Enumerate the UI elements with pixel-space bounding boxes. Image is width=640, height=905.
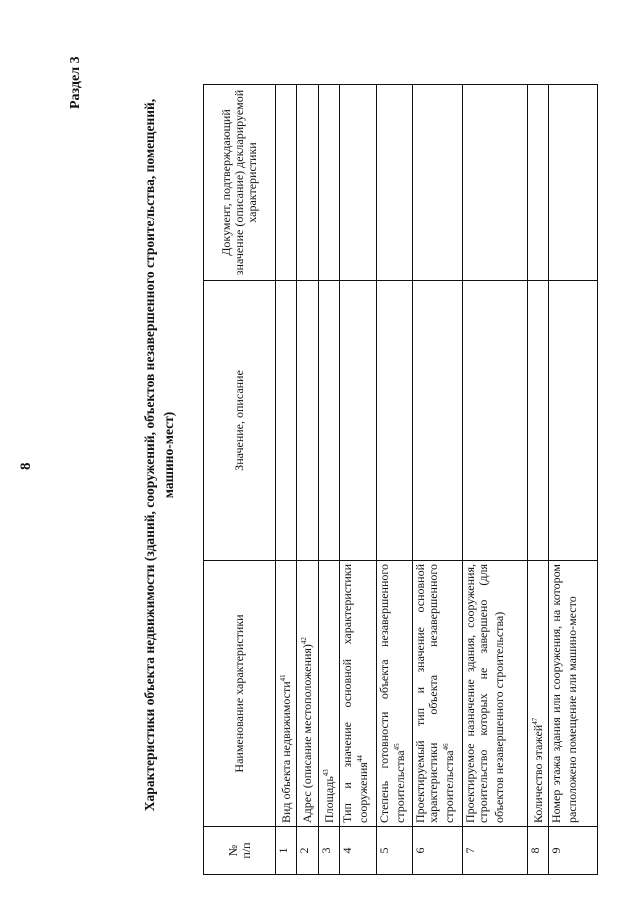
characteristic-text: Площадь — [321, 776, 336, 823]
characteristic-text: Проектируемый тип и значение основной характеристики объекта незавершенного строительства — [412, 564, 456, 823]
row-document-cell[interactable] — [318, 85, 339, 281]
header-num-line-2: п/п — [238, 842, 253, 859]
row-number: 8 — [527, 827, 548, 875]
row-document-cell[interactable] — [463, 85, 527, 281]
row-value-cell[interactable] — [527, 281, 548, 561]
header-document: Документ, подтверждающий значение (описание) декларируемой характеристики — [204, 85, 276, 281]
row-characteristic-name — [549, 561, 598, 827]
page-number: 8 — [18, 462, 34, 470]
row-document-cell[interactable] — [549, 85, 598, 281]
title-line-1: Характеристики объекта недвижимости (зданий, сооружений, объектов незавершенного строительства, помещений, — [142, 98, 157, 812]
row-characteristic-name — [412, 561, 463, 827]
characteristic-text: Количество этажей — [530, 724, 545, 823]
row-number: 2 — [297, 827, 318, 875]
row-number: 3 — [318, 827, 339, 875]
table-body — [276, 85, 598, 875]
footnote-marker: 45 — [392, 743, 401, 751]
table-row — [276, 85, 297, 875]
table-row — [412, 85, 463, 875]
row-document-cell[interactable] — [412, 85, 463, 281]
row-document-cell[interactable] — [376, 85, 412, 281]
header-num — [204, 827, 276, 875]
row-characteristic-name — [340, 561, 376, 827]
row-value-cell[interactable] — [549, 281, 598, 561]
table-row — [549, 85, 598, 875]
table-row — [376, 85, 412, 875]
table-header-row — [204, 85, 276, 875]
table-row — [463, 85, 527, 875]
footnote-marker: 42 — [300, 637, 309, 645]
row-number: 6 — [412, 827, 463, 875]
row-characteristic-name — [527, 561, 548, 827]
table-row — [297, 85, 318, 875]
title-line-2: машино-мест) — [161, 411, 176, 499]
characteristic-text: Номер этажа здания или сооружения, на котором расположено помещение или машино-место — [549, 564, 580, 823]
row-number: 4 — [340, 827, 376, 875]
characteristics-table — [203, 84, 598, 875]
row-characteristic-name — [318, 561, 339, 827]
row-number: 1 — [276, 827, 297, 875]
header-name: Наименование характеристики — [204, 561, 276, 827]
table-row — [340, 85, 376, 875]
row-number: 5 — [376, 827, 412, 875]
row-number: 9 — [549, 827, 598, 875]
row-document-cell[interactable] — [276, 85, 297, 281]
row-characteristic-name — [276, 561, 297, 827]
characteristic-text: Адрес (описание местоположения) — [300, 644, 315, 823]
footnote-marker: 47 — [530, 717, 539, 725]
row-value-cell[interactable] — [412, 281, 463, 561]
row-value-cell[interactable] — [376, 281, 412, 561]
row-characteristic-name — [297, 561, 318, 827]
characteristic-text: Степень готовности объекта незавершенного строительства — [376, 564, 407, 823]
section-label: Раздел 3 — [68, 56, 83, 109]
row-characteristic-name — [463, 561, 527, 827]
row-value-cell[interactable] — [463, 281, 527, 561]
row-number: 7 — [463, 827, 527, 875]
footnote-marker: 43 — [321, 769, 330, 777]
characteristic-text: Вид объекта недвижимости — [279, 681, 293, 823]
table-row — [318, 85, 339, 875]
row-characteristic-name — [376, 561, 412, 827]
row-document-cell[interactable] — [527, 85, 548, 281]
header-num-line-1: № — [225, 844, 240, 857]
row-value-cell[interactable] — [340, 281, 376, 561]
row-document-cell[interactable] — [340, 85, 376, 281]
header-value: Значение, описание — [204, 281, 276, 561]
row-value-cell[interactable] — [276, 281, 297, 561]
characteristic-text: Тип и значение основной характеристики сооружения — [340, 564, 371, 823]
page-title — [140, 25, 178, 885]
characteristic-text: Проектируемое назначение здания, сооружения, строительство которых не завершено (для объектов незавершенного строительства) — [463, 564, 507, 823]
table-row — [527, 85, 548, 875]
row-value-cell[interactable] — [318, 281, 339, 561]
row-document-cell[interactable] — [297, 85, 318, 281]
row-value-cell[interactable] — [297, 281, 318, 561]
footnote-marker: 44 — [356, 755, 365, 763]
footnote-marker: 41 — [279, 674, 287, 682]
footnote-marker: 46 — [441, 743, 450, 751]
